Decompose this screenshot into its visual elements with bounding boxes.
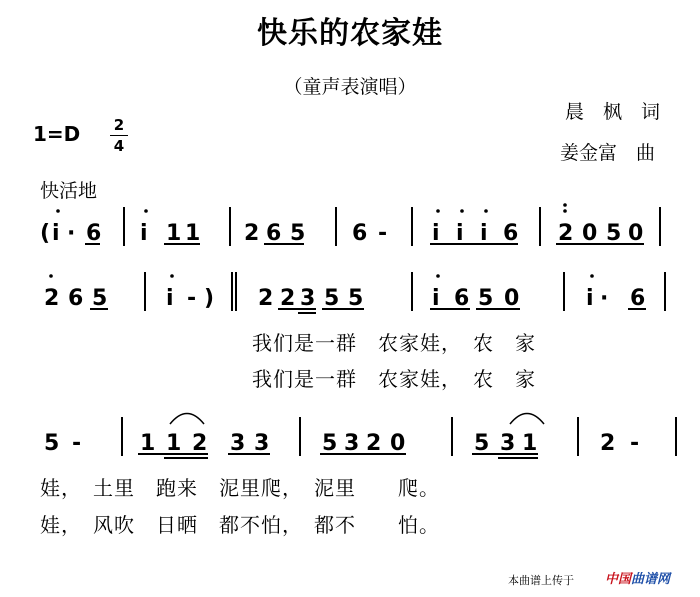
svg-text:5: 5: [606, 221, 622, 246]
svg-text:1: 1: [185, 221, 201, 246]
logo-blue-text: 曲谱网: [631, 572, 671, 587]
svg-text:2: 2: [192, 431, 208, 456]
svg-text:i: i: [456, 221, 464, 246]
svg-text:6: 6: [503, 221, 519, 246]
svg-text:2: 2: [258, 286, 274, 311]
composer-credit: 姜金富 曲: [560, 142, 656, 164]
tempo-marking: 快活地: [40, 180, 98, 202]
svg-text:3: 3: [230, 431, 246, 456]
svg-text:3: 3: [254, 431, 270, 456]
site-logo[interactable]: [605, 568, 670, 587]
svg-text:): ): [204, 286, 215, 311]
svg-text:2: 2: [558, 221, 574, 246]
svg-text:-: -: [378, 221, 388, 246]
svg-text:1: 1: [140, 431, 156, 456]
svg-text:6: 6: [86, 221, 102, 246]
svg-text:5: 5: [478, 286, 494, 311]
svg-text:2: 2: [600, 431, 616, 456]
svg-text:i: i: [166, 286, 174, 311]
lyrics-line1-verse2: 我们是一群 农家娃， 农 家: [252, 367, 536, 391]
svg-text:1: 1: [166, 221, 182, 246]
svg-text:5: 5: [348, 286, 364, 311]
svg-text:0: 0: [628, 221, 644, 246]
svg-text:5: 5: [92, 286, 108, 311]
svg-text:5: 5: [474, 431, 490, 456]
svg-text:6: 6: [266, 221, 282, 246]
svg-text:3: 3: [500, 431, 516, 456]
svg-text:1: 1: [166, 431, 182, 456]
song-subtitle: （童声表演唱）: [283, 76, 417, 98]
lyricist-credit: 晨 枫 词: [565, 101, 661, 123]
upload-note: 本曲谱上传于: [508, 574, 574, 587]
svg-text:5: 5: [290, 221, 306, 246]
lyrics-line2-verse2: 娃， 风吹 日晒 都不怕， 都不 怕。: [40, 513, 440, 537]
svg-text:6: 6: [68, 286, 84, 311]
svg-text:1: 1: [522, 431, 538, 456]
svg-text:2: 2: [280, 286, 296, 311]
svg-text:5: 5: [44, 431, 60, 456]
lyrics-line1-verse1: 我们是一群 农家娃， 农 家: [252, 331, 536, 355]
svg-text:0: 0: [582, 221, 598, 246]
svg-text:·: ·: [600, 286, 609, 311]
svg-text:6: 6: [454, 286, 470, 311]
svg-text:6: 6: [630, 286, 646, 311]
svg-text:5: 5: [324, 286, 340, 311]
logo-red-text: 中国: [605, 572, 632, 587]
time-signature: 2 4: [110, 116, 128, 155]
key-signature: 1=D: [33, 122, 81, 146]
svg-text:6: 6: [352, 221, 368, 246]
svg-text:2: 2: [44, 286, 60, 311]
song-title: 快乐的农家娃: [257, 16, 443, 51]
svg-text:·: ·: [67, 221, 76, 246]
svg-text:i: i: [140, 221, 148, 246]
svg-text:2: 2: [244, 221, 260, 246]
svg-text:i: i: [586, 286, 594, 311]
svg-text:-: -: [72, 431, 82, 456]
svg-text:0: 0: [390, 431, 406, 456]
lyrics-line2-verse1: 娃， 土里 跑来 泥里爬， 泥里 爬。: [40, 476, 440, 500]
svg-text:i: i: [432, 221, 440, 246]
svg-text:(: (: [40, 221, 51, 246]
svg-text:3: 3: [300, 286, 316, 311]
svg-text:i: i: [432, 286, 440, 311]
svg-text:i: i: [480, 221, 488, 246]
svg-text:3: 3: [344, 431, 360, 456]
svg-text:2: 2: [366, 431, 382, 456]
svg-text:5: 5: [322, 431, 338, 456]
svg-text:-: -: [630, 431, 640, 456]
svg-text:-: -: [187, 286, 197, 311]
svg-text:i: i: [52, 221, 60, 246]
svg-text:0: 0: [504, 286, 520, 311]
